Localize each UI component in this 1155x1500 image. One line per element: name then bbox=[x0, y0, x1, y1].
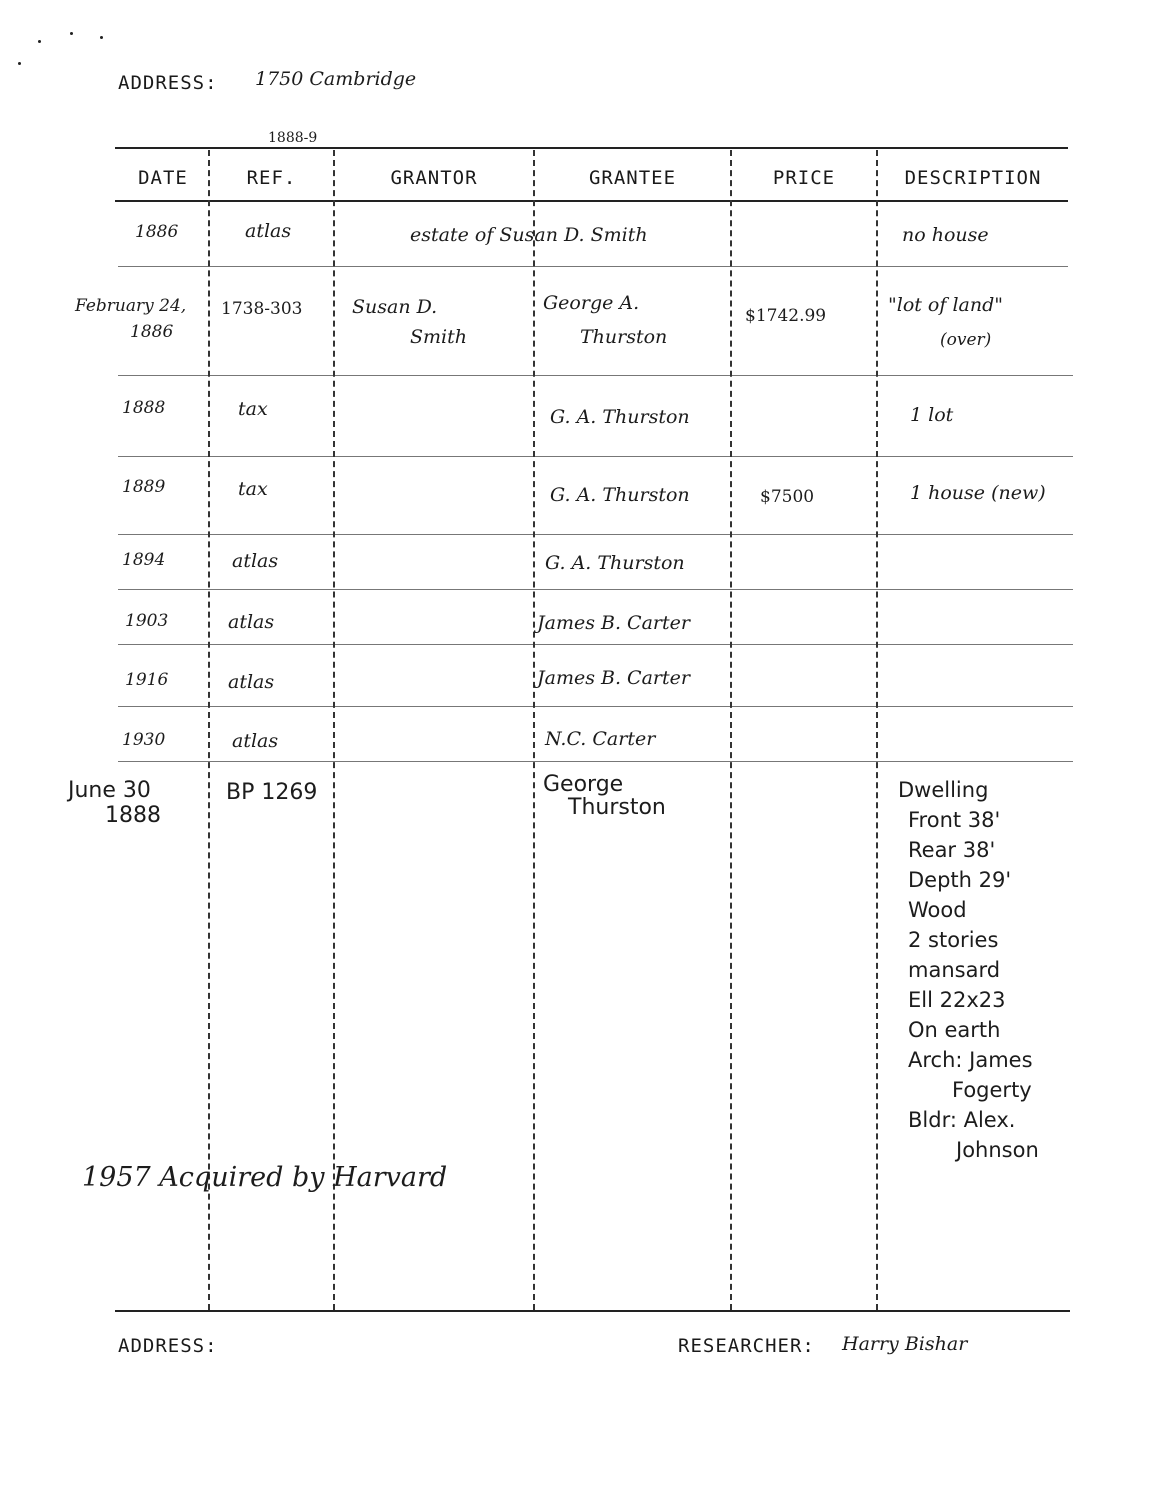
row-4-date: 1889 bbox=[122, 477, 166, 497]
scan-speck bbox=[18, 62, 21, 65]
row-8-date: 1930 bbox=[122, 730, 166, 750]
row-5-date: 1894 bbox=[122, 550, 166, 570]
column-header-date: DATE bbox=[138, 167, 188, 189]
row-divider bbox=[118, 706, 1073, 707]
row-2-grantee-line2: Thurston bbox=[580, 326, 668, 348]
permit-description-line: Front 38' bbox=[908, 808, 1001, 832]
row-divider bbox=[118, 589, 1073, 590]
row-7-ref: atlas bbox=[228, 671, 275, 693]
row-4-grantee: G. A. Thurston bbox=[550, 484, 690, 506]
column-header-grantor: GRANTOR bbox=[390, 167, 478, 189]
row-divider bbox=[118, 375, 1073, 376]
row-2-price: $1742.99 bbox=[745, 306, 827, 326]
permit-description-line: 2 stories bbox=[908, 928, 999, 952]
row-4-description: 1 house (new) bbox=[910, 482, 1046, 504]
row-6-date: 1903 bbox=[125, 611, 169, 631]
row-7-date: 1916 bbox=[125, 670, 169, 690]
permit-description-line: mansard bbox=[908, 958, 1001, 982]
row-2-date-line1: February 24, bbox=[75, 296, 187, 316]
table-header-border bbox=[115, 200, 1068, 202]
row-divider bbox=[118, 266, 1068, 267]
table-bottom-border bbox=[115, 1310, 1070, 1312]
permit-grantee-line2: Thurston bbox=[568, 795, 666, 820]
permit-date-line2: 1888 bbox=[105, 803, 161, 828]
address-value: 1750 Cambridge bbox=[255, 68, 417, 90]
scan-speck bbox=[100, 36, 103, 39]
row-7-grantee: James B. Carter bbox=[537, 667, 690, 689]
permit-description-line: Bldr: Alex. bbox=[908, 1108, 1016, 1132]
table-top-border bbox=[115, 147, 1068, 149]
column-header-grantee: GRANTEE bbox=[588, 167, 677, 189]
column-header-price: PRICE bbox=[772, 167, 836, 189]
permit-ref: BP 1269 bbox=[226, 780, 318, 805]
row-6-grantee: James B. Carter bbox=[537, 612, 690, 634]
row-1-description: no house bbox=[902, 224, 989, 246]
permit-description-line: Dwelling bbox=[898, 778, 989, 802]
permit-description-line: Depth 29' bbox=[908, 868, 1012, 892]
row-1-grantor: estate of Susan D. Smith bbox=[410, 224, 648, 246]
row-divider bbox=[118, 644, 1073, 645]
scan-speck bbox=[38, 40, 41, 43]
row-4-ref: tax bbox=[238, 478, 268, 500]
column-divider bbox=[730, 150, 732, 1310]
row-divider bbox=[118, 456, 1073, 457]
row-divider bbox=[118, 534, 1073, 535]
column-divider bbox=[333, 150, 335, 1310]
permit-description-line: Wood bbox=[908, 898, 967, 922]
permit-description bbox=[898, 775, 1039, 1165]
researcher-label: RESEARCHER: bbox=[678, 1335, 815, 1357]
permit-description-line: On earth bbox=[908, 1018, 1001, 1042]
permit-description-line: Fogerty bbox=[952, 1078, 1032, 1102]
column-divider bbox=[876, 150, 878, 1310]
address-label: ADDRESS: bbox=[118, 72, 218, 94]
row-2-date-line2: 1886 bbox=[130, 322, 174, 342]
footer-address-label: ADDRESS: bbox=[118, 1335, 218, 1357]
row-5-grantee: G. A. Thurston bbox=[545, 552, 685, 574]
row-2-grantee-line1: George A. bbox=[543, 292, 640, 314]
scan-speck bbox=[70, 32, 73, 35]
permit-date-line1: June 30 bbox=[68, 778, 151, 803]
ref-note: 1888-9 bbox=[268, 130, 318, 146]
permit-grantee-line1: George bbox=[543, 772, 624, 797]
researcher-signature: Harry Bishar bbox=[842, 1333, 968, 1355]
row-1-ref: atlas bbox=[245, 220, 292, 242]
row-2-description-line1: "lot of land" bbox=[888, 294, 1003, 316]
row-3-ref: tax bbox=[238, 398, 268, 420]
permit-description-line: Ell 22x23 bbox=[908, 988, 1006, 1012]
row-2-description-line2: (over) bbox=[940, 330, 992, 350]
column-divider bbox=[533, 150, 535, 1310]
column-header-description: DESCRIPTION bbox=[904, 167, 1042, 189]
row-divider bbox=[118, 761, 1073, 762]
row-8-grantee: N.C. Carter bbox=[545, 728, 656, 750]
row-3-grantee: G. A. Thurston bbox=[550, 406, 690, 428]
permit-description-line: Rear 38' bbox=[908, 838, 996, 862]
row-3-description: 1 lot bbox=[910, 404, 954, 426]
row-2-ref: 1738-303 bbox=[221, 299, 303, 319]
row-1-date: 1886 bbox=[135, 222, 179, 242]
acquisition-note: 1957 Acquired by Harvard bbox=[82, 1162, 448, 1193]
row-2-grantor-line1: Susan D. bbox=[352, 296, 438, 318]
row-8-ref: atlas bbox=[232, 730, 279, 752]
row-4-price: $7500 bbox=[760, 487, 815, 507]
row-5-ref: atlas bbox=[232, 550, 279, 572]
permit-description-line: Johnson bbox=[956, 1138, 1039, 1162]
permit-description-line: Arch: James bbox=[908, 1048, 1033, 1072]
column-divider bbox=[208, 150, 210, 1310]
row-2-grantor-line2: Smith bbox=[410, 326, 467, 348]
column-header-ref: REF. bbox=[246, 167, 297, 189]
row-3-date: 1888 bbox=[122, 398, 166, 418]
row-6-ref: atlas bbox=[228, 611, 275, 633]
